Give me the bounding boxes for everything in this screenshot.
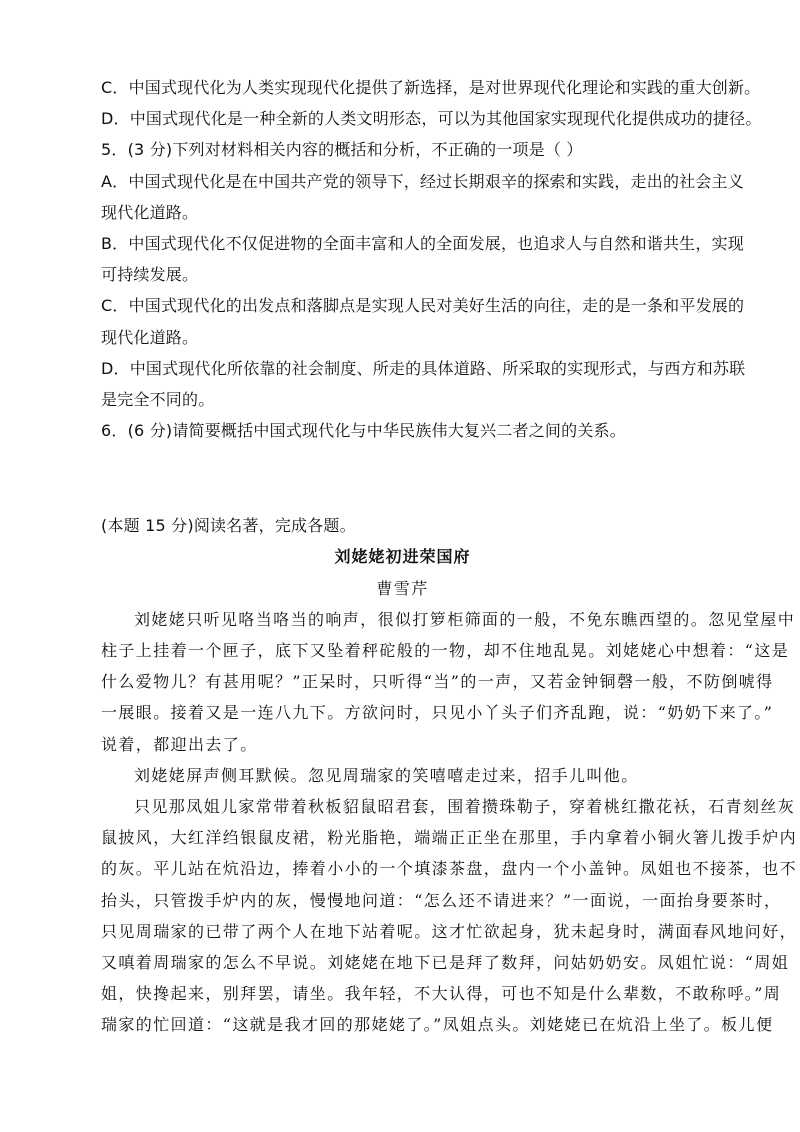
passage-line: 只见那凤姐儿家常带着秋板貂鼠昭君套，围着攒珠勒子，穿着桃红撒花袄，石青刻丝灰 [134, 796, 796, 816]
passage-line: 的灰。平儿站在炕沿边，捧着小小的一个填漆茶盘，盘内一个小盖钟。凤姐也不接茶，也不 [101, 859, 798, 879]
passage-line: 瑞家的忙回道：“这就是我才回的那姥姥了。”凤姐点头。刘姥姥已在炕沿上坐了。板儿便 [101, 1015, 774, 1035]
passage-line: 姐，快搀起来，别拜罢，请坐。我年轻，不大认得，可也不知是什么辈数，不敢称呼。”周 [101, 984, 782, 1004]
passage-line: 说着，都迎出去了。 [101, 734, 258, 754]
question-4-options [101, 72, 762, 134]
question-5 [101, 134, 746, 415]
q5-option-b-line2: 可持续发展。 [101, 265, 199, 285]
passage-line: 只见周瑞家的已带了两个人在地下站着呢。这才忙欲起身，犹未起身时，满面春风地问好， [101, 921, 798, 941]
reading-section [101, 510, 798, 1040]
passage-line: 刘姥姥屏声侧耳默候。忽见周瑞家的笑嘻嘻走过来，招手儿叫他。 [134, 765, 639, 785]
reading-intro: (本题 15 分)阅读名著，完成各题。 [101, 516, 356, 536]
q5-option-a-line1: A．中国式现代化是在中国共产党的领导下，经过长期艰辛的探索和实践，走出的社会主义 [101, 171, 744, 191]
passage-line: 一展眼。接着又是一连八九下。方欲问时，只见小丫头子们齐乱跑，说：“奶奶下来了。” [101, 703, 774, 723]
passage-line: 又嗔着周瑞家的怎么不早说。刘姥姥在地下已是拜了数拜，问姑奶奶安。凤姐忙说：“周姐 [101, 952, 790, 972]
q6-stem: 6．(6 分)请简要概括中国式现代化与中华民族伟大复兴二者之间的关系。 [101, 421, 626, 441]
q5-option-a-line2: 现代化道路。 [101, 202, 199, 222]
passage-line: 鼠披风，大红洋绉银鼠皮裙，粉光脂艳，端端正正坐在那里，手内拿着小铜火箸儿拨手炉内 [101, 828, 798, 848]
q5-option-c-line2: 现代化道路。 [101, 327, 199, 347]
q5-option-b-line1: B．中国式现代化不仅促进物的全面丰富和人的全面发展，也追求人与自然和谐共生，实现 [101, 233, 744, 253]
reading-passage [101, 604, 798, 1041]
passage-line: 柱子上挂着一个匣子，底下又坠着秤砣般的一物，却不住地乱晃。刘姥姥心中想着：“这是 [101, 641, 790, 660]
q5-option-d-line1: D．中国式现代化所依靠的社会制度、所走的具体道路、所采取的实现形式，与西方和苏联 [101, 358, 746, 378]
q4-option-d: D．中国式现代化是一种全新的人类文明形态，可以为其他国家实现现代化提供成功的捷径。 [101, 109, 762, 129]
section-gap [101, 446, 716, 510]
passage-line: 刘姥姥只听见咯当咯当的响声，很似打箩柜筛面的一般，不免东瞧西望的。忽见堂屋中 [134, 609, 796, 629]
passage-line: 什么爱物儿？有甚用呢？”正呆时，只听得“当”的一声，又若金钟铜磬一般，不防倒唬得 [101, 672, 774, 692]
q5-stem: 5．(3 分)下列对材料相关内容的概括和分析，不正确的一项是（ ） [101, 140, 583, 160]
passage-line: 抬头，只管拨手炉内的灰，慢慢地问道：“怎么还不请进来？”一面说，一面抬身要茶时， [101, 890, 782, 910]
q4-option-c: C．中国式现代化为人类实现现代化提供了新选择，是对世界现代化理论和实践的重大创新。 [101, 78, 761, 97]
q5-option-c-line1: C．中国式现代化的出发点和落脚点是实现人民对美好生活的向往，走的是一条和平发展的 [101, 296, 745, 316]
reading-author: 曹雪芹 [376, 578, 429, 598]
q5-option-d-line2: 是完全不同的。 [101, 389, 215, 409]
reading-title: 刘姥姥初进荣国府 [334, 547, 471, 567]
